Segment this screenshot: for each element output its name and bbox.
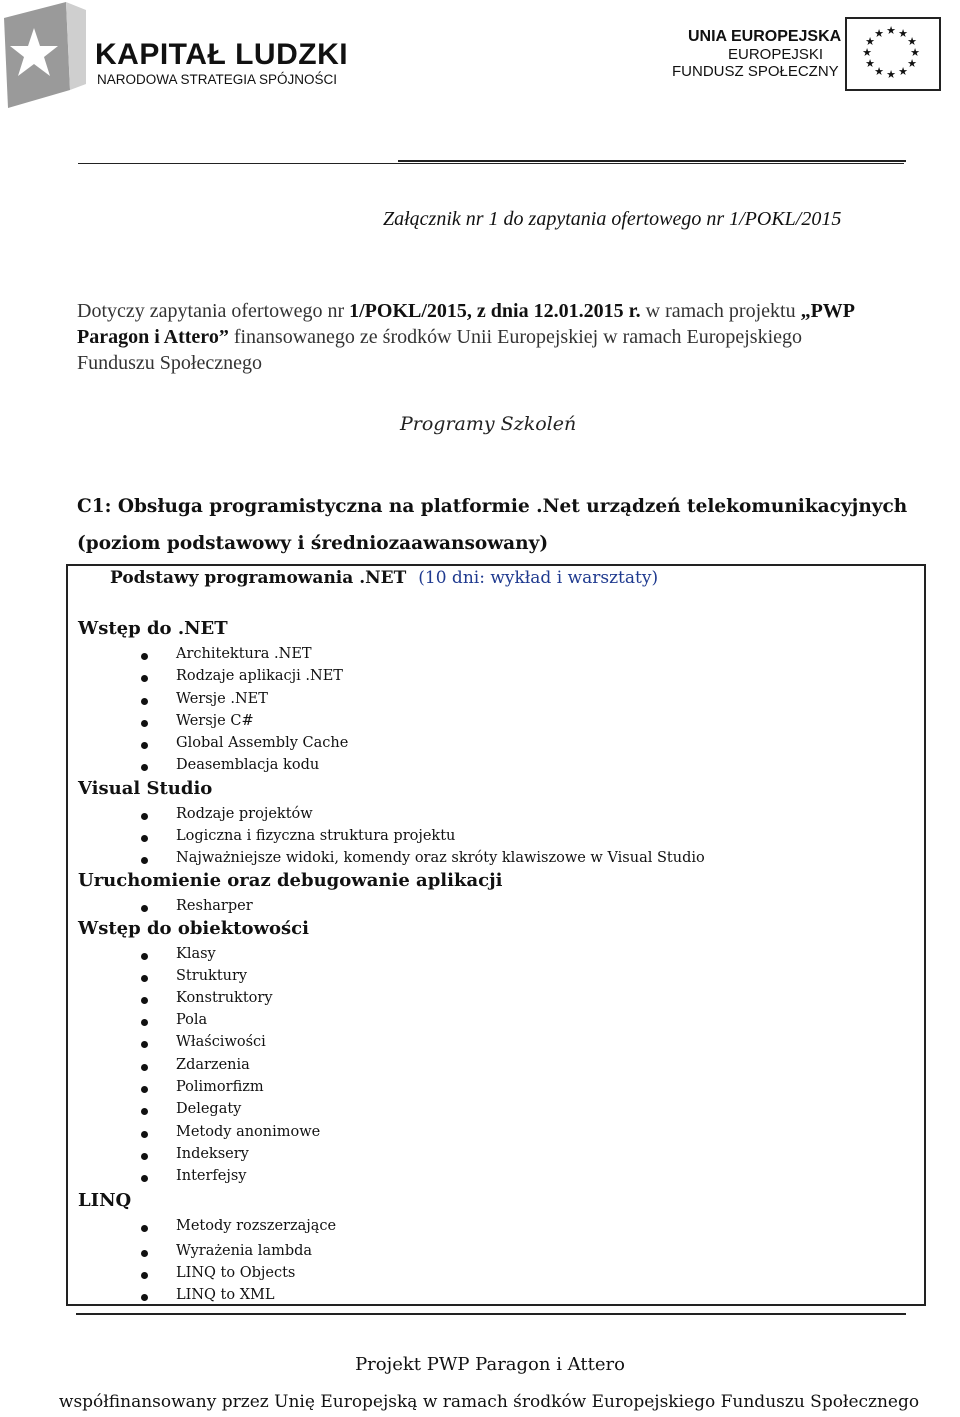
header-divider — [78, 163, 904, 164]
bullet-icon — [141, 698, 148, 705]
intro-inquiry-ref: 1/POKL/2015, z dnia 12.01.2015 r. — [349, 300, 641, 322]
list-item: Logiczna i fizyczna struktura projektu — [176, 828, 456, 844]
intro-text-1: Dotyczy zapytania ofertowego nr — [77, 300, 350, 322]
eu-logo-line3: FUNDUSZ SPOŁECZNY — [672, 63, 839, 80]
bullet-icon — [141, 1041, 148, 1048]
bullet-icon — [141, 1175, 148, 1182]
bullet-icon — [141, 1225, 148, 1232]
curriculum-box — [66, 564, 926, 1306]
list-item: Delegaty — [176, 1101, 242, 1117]
svg-text:★: ★ — [898, 65, 908, 78]
bullet-icon — [141, 1153, 148, 1160]
intro-text-3: finansowanego ze środków Unii Europejskiej w ramach Europejskiego Funduszu Społecznego — [77, 326, 803, 374]
list-item: Global Assembly Cache — [176, 735, 349, 751]
svg-text:★: ★ — [886, 24, 896, 37]
section-title: Visual Studio — [78, 778, 213, 799]
eu-logo-line1: UNIA EUROPEJSKA — [688, 28, 842, 45]
svg-text:★: ★ — [874, 65, 884, 78]
bullet-icon — [141, 1250, 148, 1257]
list-item: Struktury — [176, 968, 248, 984]
bullet-icon — [141, 905, 148, 912]
bullet-icon — [141, 1272, 148, 1279]
eu-logo — [660, 10, 960, 100]
svg-text:★: ★ — [865, 35, 875, 48]
svg-text:★: ★ — [874, 27, 884, 40]
list-item: Rodzaje projektów — [176, 806, 313, 822]
footer-cofinancing: współfinansowany przez Unię Europejską w ramach środków Europejskiego Funduszu Społecznego — [58, 1392, 920, 1412]
svg-text:★: ★ — [907, 57, 917, 70]
header-divider-accent — [398, 160, 906, 162]
bullet-icon — [141, 1108, 148, 1115]
course-title: C1: Obsługa programistyczna na platformie .Net urządzeń telekomunikacyjnych (poziom podstawowy i średniozaawansowany) — [77, 496, 908, 554]
bullet-icon — [141, 675, 148, 682]
kapital-ludzki-logo — [0, 0, 360, 120]
section-title: Wstęp do obiektowości — [78, 918, 309, 939]
intro-paragraph — [77, 298, 877, 376]
bullet-icon — [141, 997, 148, 1004]
list-item: Klasy — [176, 946, 216, 962]
svg-text:★: ★ — [907, 35, 917, 48]
bullet-icon — [141, 653, 148, 660]
kapital-ludzki-title: KAPITAŁ LUDZKI — [95, 38, 349, 71]
bullet-icon — [141, 835, 148, 842]
programs-title: Programy Szkoleń — [400, 413, 577, 435]
eu-logo-line2: EUROPEJSKI — [728, 46, 824, 63]
list-item: Konstruktory — [176, 990, 273, 1006]
bullet-icon — [141, 1086, 148, 1093]
list-item: Wersje C# — [176, 713, 254, 729]
annex-title: Załącznik nr 1 do zapytania ofertowego nr 1/POKL/2015 — [383, 208, 842, 230]
list-item: Architektura .NET — [176, 646, 312, 662]
list-item: Metody anonimowe — [176, 1124, 321, 1140]
list-item: LINQ to Objects — [176, 1265, 296, 1281]
list-item: Właściwości — [176, 1034, 266, 1050]
intro-text-2: w ramach projektu — [640, 300, 801, 322]
list-item: Wyrażenia lambda — [176, 1243, 313, 1259]
list-item: LINQ to XML — [176, 1287, 275, 1303]
bullet-icon — [141, 1131, 148, 1138]
list-item: Metody rozszerzające — [176, 1218, 337, 1234]
footer-divider — [76, 1313, 906, 1315]
curriculum-heading-title: Podstawy programowania .NET — [110, 568, 407, 588]
bullet-icon — [141, 1064, 148, 1071]
curriculum-heading — [110, 568, 658, 588]
list-item: Indeksery — [176, 1146, 249, 1162]
intro-project-name: „PWP Paragon i Attero” — [77, 300, 854, 348]
svg-text:★: ★ — [886, 68, 896, 81]
list-item: Pola — [176, 1012, 208, 1028]
eu-flag-icon — [845, 17, 941, 91]
bullet-icon — [141, 742, 148, 749]
list-item: Deasemblacja kodu — [176, 757, 320, 773]
bullet-icon — [141, 857, 148, 864]
section-title: Uruchomienie oraz debugowanie aplikacji — [78, 870, 503, 891]
list-item: Najważniejsze widoki, komendy oraz skróty klawiszowe w Visual Studio — [176, 850, 705, 866]
bullet-icon — [141, 813, 148, 820]
footer-project: Projekt PWP Paragon i Attero — [355, 1354, 625, 1375]
list-item: Interfejsy — [176, 1168, 247, 1184]
list-item: Zdarzenia — [176, 1057, 250, 1073]
svg-text:★: ★ — [865, 57, 875, 70]
kapital-ludzki-subtitle: NARODOWA STRATEGIA SPÓJNOŚCI — [97, 72, 338, 87]
kapital-ludzki-emblem-icon — [0, 0, 90, 115]
section-title: Wstęp do .NET — [78, 618, 228, 639]
svg-text:★: ★ — [862, 46, 872, 59]
list-item: Polimorfizm — [176, 1079, 264, 1095]
bullet-icon — [141, 953, 148, 960]
bullet-icon — [141, 1294, 148, 1301]
list-item: Rodzaje aplikacji .NET — [176, 668, 343, 684]
bullet-icon — [141, 720, 148, 727]
bullet-icon — [141, 764, 148, 771]
list-item: Resharper — [176, 898, 253, 914]
list-item: Wersje .NET — [176, 691, 268, 707]
bullet-icon — [141, 1019, 148, 1026]
svg-text:★: ★ — [898, 27, 908, 40]
curriculum-duration: (10 dni: wykład i warsztaty) — [418, 568, 659, 588]
bullet-icon — [141, 975, 148, 982]
svg-text:★: ★ — [910, 46, 920, 59]
section-title: LINQ — [78, 1190, 132, 1211]
